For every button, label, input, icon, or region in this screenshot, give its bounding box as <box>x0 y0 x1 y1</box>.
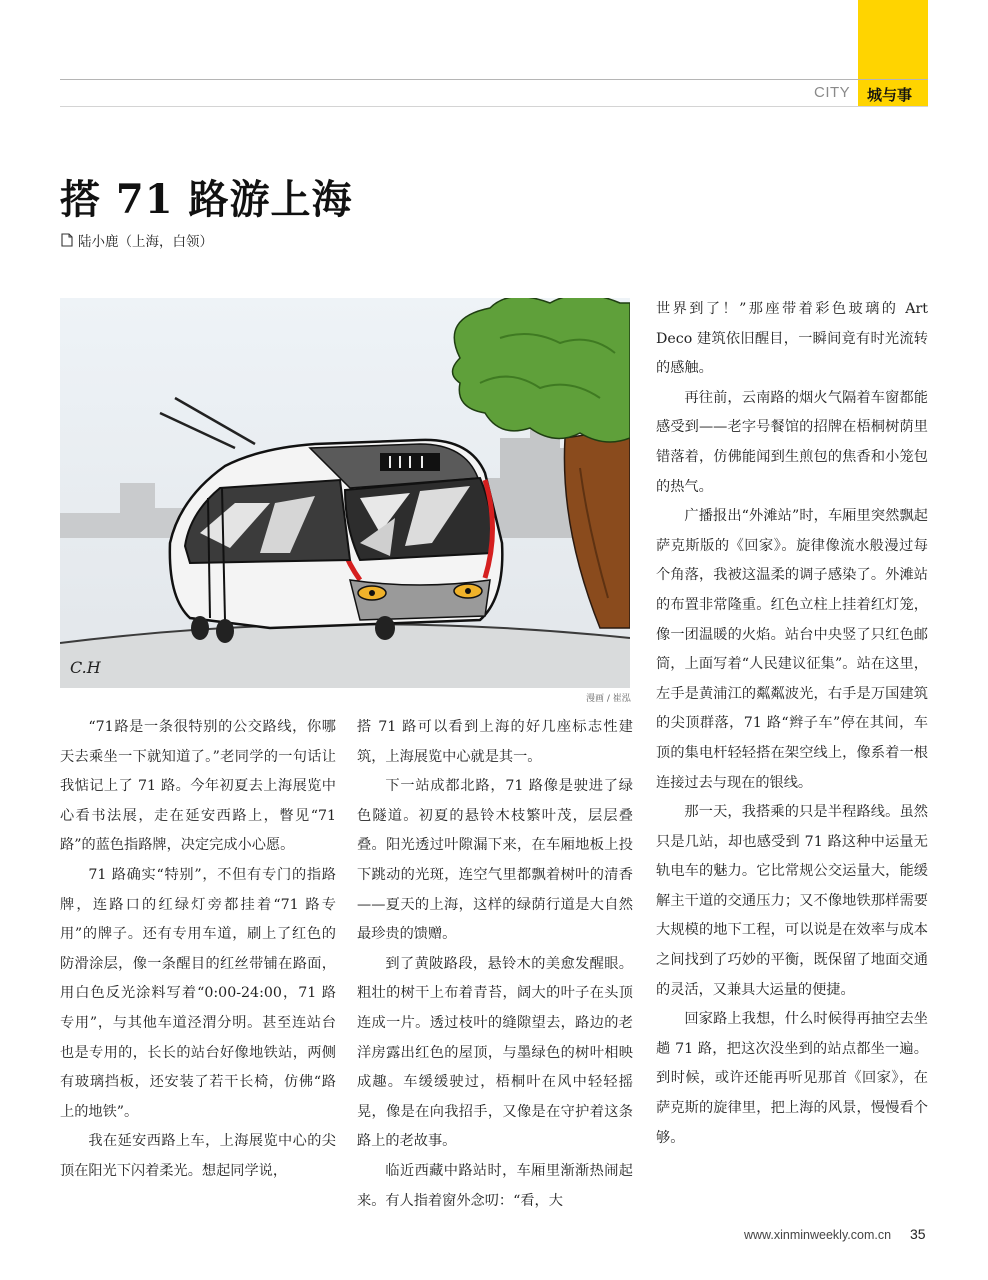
paragraph: 临近西藏中路站时，车厢里渐渐热闹起来。有人指着窗外念叨：“看，大 <box>357 1162 633 1209</box>
paragraph: “71路是一条很特别的公交路线，你哪天去乘坐一下就知道了。”老同学的一句话让我惦记上了 71 路。今年初夏去上海展览中心看书法展，走在延安西路上，瞥见“71 路”的蓝色指路牌，决定完成小心愿。 <box>60 719 336 854</box>
illustration-caption: 漫画 / 崔泓 <box>586 694 631 704</box>
byline-text: 陆小鹿（上海，白领） <box>78 234 213 250</box>
bus-illustration <box>60 298 630 688</box>
byline <box>60 230 213 250</box>
paragraph-continued: 搭 71 路可以看到上海的好几座标志性建筑，上海展览中心就是其一。 <box>357 719 633 765</box>
paragraph: 到了黄陂路段，悬铃木的美愈发醒眼。粗壮的树干上布着青苔，阔大的叶子在头顶连成一片。透过枝叶的缝隙望去，路边的老洋房露出红色的屋顶，与墨绿色的树叶相映成趣。车缓缓驶过，梧桐叶在风中轻轻摇晃，像是在向我招手，又像是在守护着这条路上的老故事。 <box>357 955 633 1150</box>
header-rule <box>60 79 928 80</box>
pen-paper-icon <box>60 233 74 247</box>
text-column-3 <box>656 295 928 1153</box>
paragraph: 回家路上我想，什么时候得再抽空去坐趟 71 路，把这次没坐到的站点都坐一遍。到时候，或许还能再听见那首《回家》，在萨克斯的旋律里，把上海的风景，慢慢看个够。 <box>656 1011 928 1146</box>
paragraph: 再往前，云南路的烟火气隔着车窗都能感受到——老字号餐馆的招牌在梧桐树荫里错落着，仿佛能闻到生煎包的焦香和小笼包的热气。 <box>656 389 928 495</box>
paragraph: 那一天，我搭乘的只是半程路线。虽然只是几站，却也感受到 71 路这种中运量无轨电车的魅力。它比常规公交运量大，能缓解主干道的交通压力；又不像地铁那样需要大规模的地下工程，可以说是在效率与成本之间找到了巧妙的平衡，既保留了地面交通的灵活，又兼具大运量的便捷。 <box>656 804 928 998</box>
paragraph: 广播报出“外滩站”时，车厢里突然飘起萨克斯版的《回家》。旋律像流水般漫过每个角落，我被这温柔的调子感染了。外滩站的布置非常隆重。红色立柱上挂着红灯笼，像一团温暖的火焰。站台中央竖了只红色邮筒，上面写着“人民建议征集”。站在这里，左手是黄浦江的粼粼波光，右手是万国建筑的尖顶群落，71 路“辫子车”停在其间，车顶的集电杆轻轻搭在架空线上，像系着一根连接过去与现在的银线。 <box>656 508 928 791</box>
paragraph: 下一站成都北路，71 路像是驶进了绿色隧道。初夏的悬铃木枝繁叶茂，层层叠叠。阳光透过叶隙漏下来，在车厢地板上投下跳动的光斑，连空气里都飘着树叶的清香——夏天的上海，这样的绿荫行道是大自然最珍贵的馈赠。 <box>357 778 633 943</box>
footer-url: www.xinminweekly.com.cn <box>744 1228 892 1242</box>
paragraph: 我在延安西路上车，上海展览中心的尖顶在阳光下闪着柔光。想起同学说， <box>60 1133 336 1179</box>
page-number: 35 <box>910 1226 926 1242</box>
illustration-signature: C.H <box>70 658 101 677</box>
section-label-en: CITY <box>814 84 851 101</box>
text-column-2 <box>357 713 633 1216</box>
header-rule-lower <box>60 106 928 107</box>
text-column-1 <box>60 713 336 1187</box>
paragraph: 71 路确实“特别”，不但有专门的指路牌，连路口的红绿灯旁都挂着“71 路专用”的牌子。还有专用车道，刷上了红色的防滑涂层，像一条醒目的红丝带铺在路面，用白色反光涂料写着“0:00-24:00，71 路专用”，与其他车道泾渭分明。甚至连站台也是专用的，长长的站台好像地铁站，两侧有玻璃挡板，还安装了若干长椅，仿佛“路上的地铁”。 <box>60 866 336 1120</box>
paragraph-continued: 世界到了！”那座带着彩色玻璃的 Art Deco 建筑依旧醒目，一瞬间竟有时光流转的感触。 <box>656 301 928 377</box>
article-title: 搭 71 路游上海 <box>60 176 353 223</box>
section-label-cn: 城与事 <box>867 86 913 104</box>
